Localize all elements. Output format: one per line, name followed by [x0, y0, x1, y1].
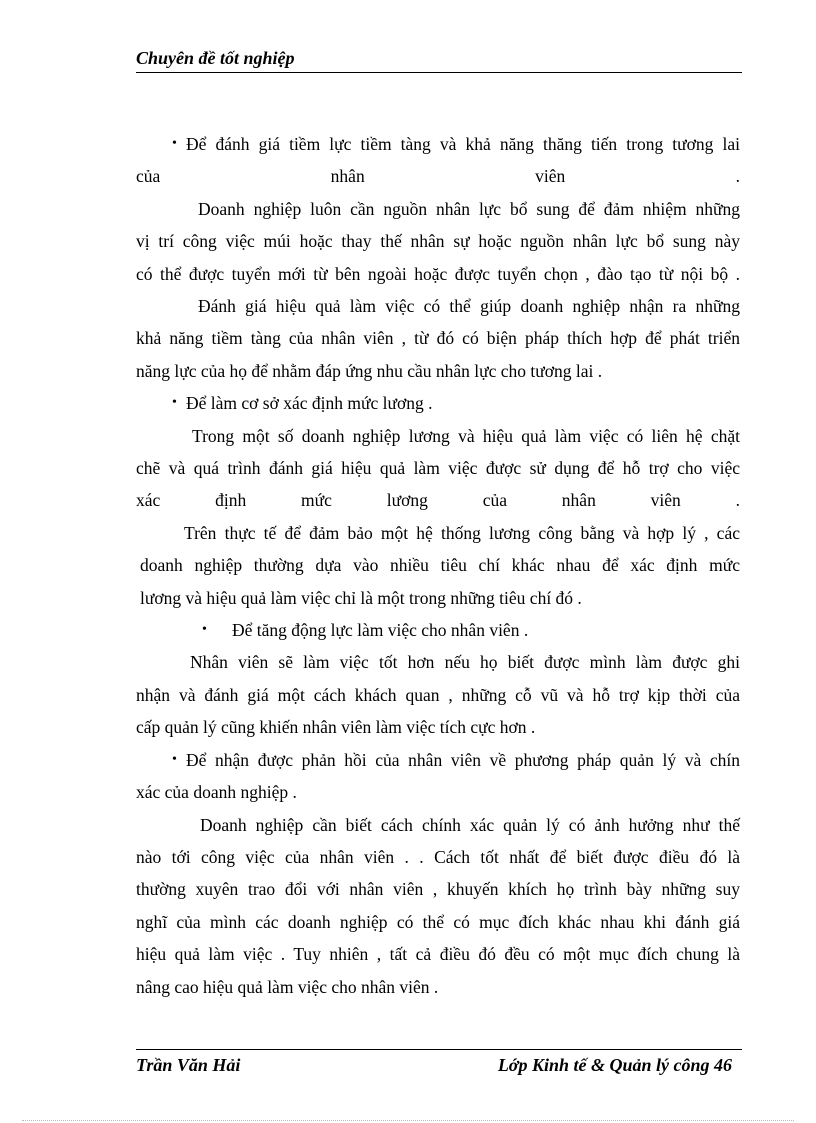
- text-line: vị trí công việc múi hoặc thay thế nhân sự hoặc nguồn nhân lực bổ sung này: [136, 231, 740, 251]
- text-line: của nhân viên .: [136, 166, 740, 186]
- text-line: Nhân viên sẽ làm việc tốt hơn nếu họ biết được mình làm được ghi: [190, 652, 740, 672]
- page-footer: [136, 1049, 742, 1076]
- bullet-marker: •: [172, 752, 177, 767]
- text-line: Để làm cơ sở xác định mức lương .: [186, 393, 433, 413]
- bullet-marker: •: [202, 622, 207, 637]
- text-line: có thể được tuyển mới từ bên ngoài hoặc được tuyển chọn , đào tạo từ nội bộ .: [136, 264, 740, 284]
- text-line: Để nhận được phản hồi của nhân viên về phương pháp quản lý và chín: [186, 750, 740, 770]
- text-line: doanh nghiệp thường dựa vào nhiều tiêu chí khác nhau để xác định mức: [140, 555, 740, 575]
- bullet-marker: •: [172, 395, 177, 410]
- text-line: thường xuyên trao đổi với nhân viên , khuyến khích họ trình bày những suy: [136, 879, 740, 899]
- header-title: Chuyên đề tốt nghiệp: [136, 48, 295, 68]
- text-line: Trong một số doanh nghiệp lương và hiệu quả làm việc có liên hệ chặt: [192, 426, 740, 446]
- page-header: [136, 48, 742, 73]
- text-line: Để tăng động lực làm việc cho nhân viên .: [232, 620, 529, 640]
- text-line: Doanh nghiệp cần biết cách chính xác quản lý có ảnh hưởng như thế: [200, 815, 740, 835]
- text-line: Để đánh giá tiềm lực tiềm tàng và khả năng thăng tiến trong tương lai: [186, 134, 740, 154]
- bullet-marker: •: [172, 136, 177, 151]
- text-line: cấp quản lý cũng khiến nhân viên làm việc tích cực hơn .: [136, 717, 536, 737]
- text-line: năng lực của họ để nhằm đáp ứng nhu cầu nhân lực cho tương lai .: [136, 361, 603, 381]
- text-line: Đánh giá hiệu quả làm việc có thể giúp doanh nghiệp nhận ra những: [198, 296, 740, 316]
- text-line: Doanh nghiệp luôn cần nguồn nhân lực bổ sung để đảm nhiệm những: [198, 199, 740, 219]
- footer-author: Trần Văn Hải: [136, 1055, 241, 1075]
- text-line: lương và hiệu quả làm việc chỉ là một trong những tiêu chí đó .: [140, 588, 582, 608]
- text-line: xác của doanh nghiệp .: [136, 782, 297, 802]
- text-line: nâng cao hiệu quả làm việc cho nhân viên .: [136, 977, 439, 997]
- text-line: chẽ và quá trình đánh giá hiệu quả làm việc được sử dụng để hỗ trợ cho việc: [136, 458, 740, 478]
- text-line: hiệu quả làm việc . Tuy nhiên , tất cả điều đó đều có một mục đích chung là: [136, 944, 740, 964]
- text-line: nhận và đánh giá một cách khách quan , những cỗ vũ và hỗ trợ kịp thời của: [136, 685, 740, 705]
- text-line: khả năng tiềm tàng của nhân viên , từ đó có biện pháp thích hợp để phát triển: [136, 328, 740, 348]
- text-line: Trên thực tế để đảm bảo một hệ thống lương công bằng và hợp lý , các: [184, 523, 740, 543]
- text-line: xác định mức lương của nhân viên .: [136, 490, 740, 510]
- footer-class: Lớp Kinh tế & Quản lý công 46: [497, 1055, 732, 1075]
- page-edge-divider: [22, 1120, 794, 1121]
- text-line: nào tới công việc của nhân viên . . Cách tốt nhất để biết được điều đó là: [136, 847, 740, 867]
- text-line: nghĩ của mình các doanh nghiệp có thể có mục đích khác nhau khi đánh giá: [136, 912, 740, 932]
